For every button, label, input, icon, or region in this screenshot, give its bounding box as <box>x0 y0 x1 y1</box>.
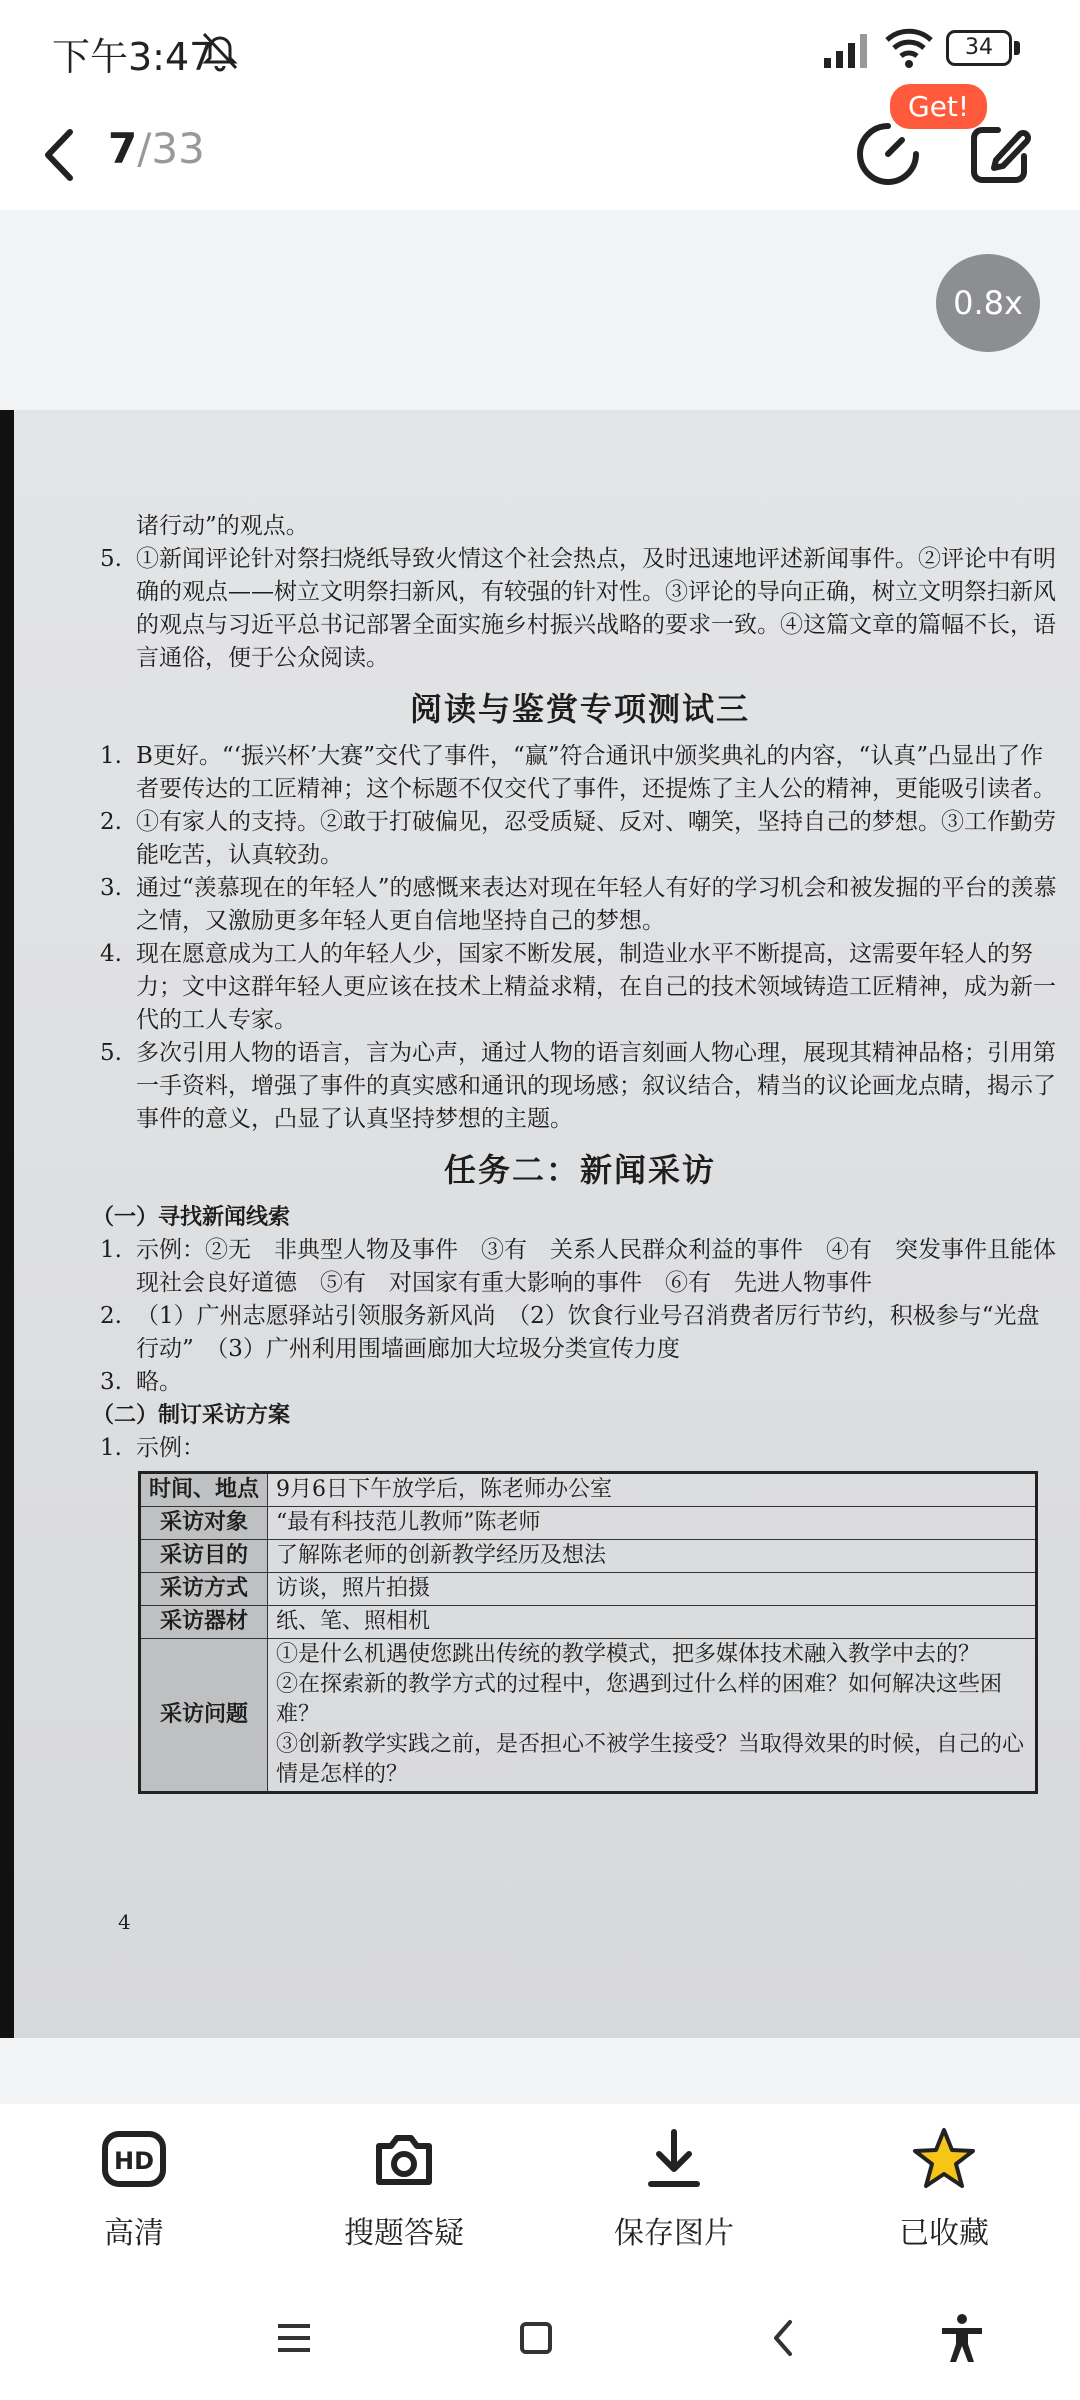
search-answer-button[interactable] <box>304 2124 504 2252</box>
table-key: 采访器材 <box>140 1606 268 1639</box>
photo-dark-edge <box>0 410 14 2038</box>
paragraph-number: 1. <box>100 1237 122 1263</box>
svg-text:HD: HD <box>113 2147 155 2175</box>
doc-paragraph <box>100 740 1060 806</box>
status-time: 下午3:47 <box>52 35 214 79</box>
download-icon <box>639 2124 709 2194</box>
task-title: 任务二：新闻采访 <box>443 1151 716 1189</box>
table-value: 9月6日下午放学后，陈老师办公室 <box>268 1473 1037 1507</box>
table-key: 时间、地点 <box>140 1473 268 1507</box>
table-value: 了解陈老师的创新教学经历及想法 <box>268 1540 1037 1573</box>
doc-paragraph <box>100 1432 1060 1465</box>
table-row <box>140 1606 1037 1639</box>
page-counter <box>108 124 205 173</box>
page-current: 7 <box>108 124 138 173</box>
mute-bell-icon <box>196 28 244 72</box>
paragraph-number: 4. <box>100 941 122 967</box>
paragraph-text: 通过“羡慕现在的年轻人”的感慨来表达对现在年轻人有好的学习机会和被发掘的平台的羡慕之情，又激励更多年轻人更自信地坚持自己的梦想。 <box>136 875 1057 934</box>
hd-label: 高清 <box>104 2216 164 2251</box>
menu-icon[interactable] <box>266 2310 322 2366</box>
question-item: ③创新教学实践之前，是否担心不被学生接受？当取得效果的时候，自己的心情是怎样的？ <box>276 1732 1025 1787</box>
table-row <box>140 1540 1037 1573</box>
zoom-level-button[interactable]: 0.8x <box>936 254 1040 352</box>
top-bar <box>0 90 1080 210</box>
paragraph-number: 5. <box>100 1040 122 1066</box>
back-arrow-icon[interactable] <box>30 120 90 190</box>
table-key: 采访问题 <box>140 1639 268 1793</box>
doc-paragraph <box>100 938 1060 1037</box>
accessibility-icon[interactable] <box>934 2310 990 2366</box>
paragraph-number: 3. <box>100 875 122 901</box>
question-item: ②在探索新的教学方式的过程中，您遇到过什么样的困难？如何解决这些困难？ <box>276 1672 1003 1727</box>
doc-paragraph <box>100 872 1060 938</box>
star-icon <box>909 2124 979 2194</box>
bottom-action-bar <box>0 2104 1080 2274</box>
camera-icon <box>369 2124 439 2194</box>
save-image-button[interactable] <box>574 2124 774 2252</box>
paragraph-text: （1）广州志愿驿站引领服务新风尚 （2）饮食行业号召消费者厉行节约，积极参与“光盘行动” （3）广州利用围墙画廊加大垃圾分类宣传力度 <box>136 1303 1040 1362</box>
table-row <box>140 1573 1037 1606</box>
nav-back-icon[interactable] <box>756 2310 812 2366</box>
table-row <box>140 1473 1037 1507</box>
paragraph-number: 1. <box>100 743 122 769</box>
table-key: 采访目的 <box>140 1540 268 1573</box>
doc-paragraph <box>100 543 1060 675</box>
document-text <box>92 510 1060 1794</box>
paragraph-text: 多次引用人物的语言，言为心声，通过人物的语言刻画人物心理，展现其精神品格；引用第一手资料，增强了事件的真实感和通讯的现场感；叙议结合，精当的议论画龙点睛，揭示了事件的意义，凸显了认真坚持梦想的主题。 <box>136 1040 1056 1132</box>
table-key: 采访方式 <box>140 1573 268 1606</box>
paragraph-text: 示例： <box>136 1435 205 1461</box>
signal-icon <box>822 32 874 68</box>
paragraph-number: 2. <box>100 809 122 835</box>
section-title: 阅读与鉴赏专项测试三 <box>409 690 750 728</box>
document-page-number: 4 <box>118 1910 131 1934</box>
hd-icon <box>99 2124 169 2194</box>
paragraph-text: 现在愿意成为工人的年轻人少，国家不断发展，制造业水平不断提高，这需要年轻人的努力；文中这群年轻人更应该在技术上精益求精，在自己的技术领域铸造工匠精神，成为新一代的工人专家。 <box>136 941 1056 1033</box>
paragraph-number: 2. <box>100 1303 122 1329</box>
paragraph-text: ①新闻评论针对祭扫烧纸导致火情这个社会热点，及时迅速地评述新闻事件。②评论中有明确的观点——树立文明祭扫新风，有较强的针对性。③评论的导向正确，树立文明祭扫新风的观点与习近平总书记部署全面实施乡村振兴战略的要求一致。④这篇文章的篇幅不长，语言通俗，便于公众阅读。 <box>136 546 1056 671</box>
system-nav-bar <box>0 2274 1080 2400</box>
table-value <box>268 1639 1037 1793</box>
save-image-label: 保存图片 <box>614 2216 734 2251</box>
battery-indicator: 34 <box>946 30 1012 66</box>
page-total: /33 <box>137 124 205 173</box>
subsection-title: （二）制订采访方案 <box>92 1403 291 1428</box>
subsection-title: （一）寻找新闻线索 <box>92 1205 291 1230</box>
get-badge[interactable]: Get! <box>890 84 987 129</box>
doc-paragraph <box>100 1366 1060 1399</box>
paragraph-number: 5. <box>100 546 122 572</box>
paragraph-number: 1. <box>100 1435 122 1461</box>
interview-plan-table <box>138 1471 1038 1794</box>
table-row <box>140 1639 1037 1793</box>
doc-continuation: 诸行动”的观点。 <box>136 513 309 539</box>
favorite-label: 已收藏 <box>899 2216 989 2251</box>
table-row <box>140 1507 1037 1540</box>
doc-paragraph <box>100 1234 1060 1300</box>
hd-button[interactable] <box>34 2124 234 2252</box>
search-answer-label: 搜题答疑 <box>344 2216 464 2251</box>
table-key: 采访对象 <box>140 1507 268 1540</box>
edit-icon[interactable] <box>960 114 1040 194</box>
doc-paragraph <box>100 806 1060 872</box>
table-value: 访谈，照片拍摄 <box>268 1573 1037 1606</box>
doc-paragraph <box>100 1037 1060 1136</box>
table-value: 纸、笔、照相机 <box>268 1606 1037 1639</box>
table-value: “最有科技范儿教师”陈老师 <box>268 1507 1037 1540</box>
paragraph-text: ①有家人的支持。②敢于打破偏见，忍受质疑、反对、嘲笑，坚持自己的梦想。③工作勤劳能吃苦，认真较劲。 <box>136 809 1056 868</box>
home-icon[interactable] <box>508 2310 564 2366</box>
battery-tip <box>1014 41 1020 55</box>
paragraph-number: 3. <box>100 1369 122 1395</box>
doc-paragraph <box>100 1300 1060 1366</box>
paragraph-text: B更好。“‘振兴杯’大赛”交代了事件，“赢”符合通讯中颁奖典礼的内容，“认真”凸显出了作者要传达的工匠精神；这个标题不仅交代了事件，还提炼了主人公的精神，更能吸引读者。 <box>136 743 1056 802</box>
question-item: ①是什么机遇使您跳出传统的教学模式，把多媒体技术融入教学中去的？ <box>276 1642 981 1667</box>
wifi-icon <box>884 26 934 70</box>
document-photo[interactable] <box>0 410 1080 2038</box>
favorite-button[interactable] <box>844 2124 1044 2252</box>
paragraph-text: 示例：②无 非典型人物及事件 ③有 关系人民群众利益的事件 ④有 突发事件且能体现社会良好道德 ⑤有 对国家有重大影响的事件 ⑥有 先进人物事件 <box>136 1237 1056 1296</box>
image-viewer[interactable] <box>0 210 1080 2110</box>
paragraph-text: 略。 <box>136 1369 182 1395</box>
